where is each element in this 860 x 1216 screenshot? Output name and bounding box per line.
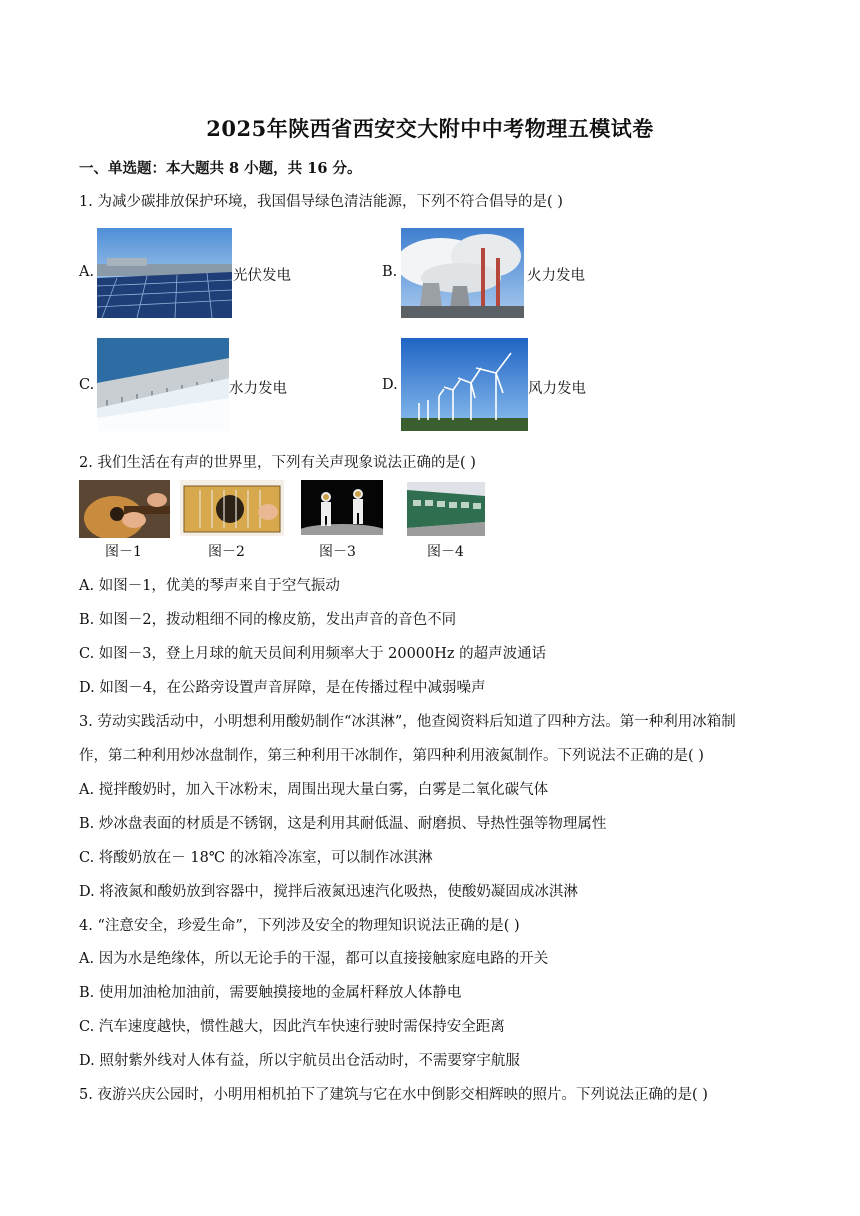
q4-option-c[interactable]: C. 汽车速度越快，惯性越大，因此汽车快速行驶时需保持安全距离: [79, 1019, 505, 1035]
question-5-stem: 5. 夜游兴庆公园时，小明用相机拍下了建筑与它在水中倒影交相辉映的照片。下列说法正确的是( ): [79, 1087, 708, 1103]
figure-1-caption: 图－1: [105, 544, 142, 560]
q2-option-c[interactable]: C. 如图－3，登上月球的航天员间利用频率大于 20000Hz 的超声波通话: [79, 646, 547, 662]
q1-option-a-label: 光伏发电: [233, 268, 291, 284]
q2-option-b[interactable]: B. 如图－2，拨动粗细不同的橡皮筋，发出声音的音色不同: [79, 612, 457, 628]
question-3-stem-line1: 3. 劳动实践活动中，小明想利用酸奶制作“冰淇淋”，他查阅资料后知道了四种方法。第一种利用冰箱制: [79, 714, 736, 730]
q1-option-d-letter[interactable]: D.: [382, 377, 398, 393]
q1-option-c-letter[interactable]: C.: [79, 377, 95, 393]
q3-option-c[interactable]: C. 将酸奶放在－ 18℃ 的冰箱冷冻室，可以制作冰淇淋: [79, 850, 433, 866]
q1-option-b-letter[interactable]: B.: [382, 264, 398, 280]
q3-option-a[interactable]: A. 搅拌酸奶时，加入干冰粉末，周围出现大量白雾，白雾是二氧化碳气体: [79, 782, 549, 798]
q4-option-a[interactable]: A. 因为水是绝缘体，所以无论手的干湿，都可以直接接触家庭电路的开关: [79, 951, 549, 967]
figure-3-caption: 图－3: [319, 544, 356, 560]
q2-option-a[interactable]: A. 如图－1，优美的琴声来自于空气振动: [79, 578, 340, 594]
solar-panel-image: [97, 228, 232, 318]
question-2-stem: 2. 我们生活在有声的世界里，下列有关声现象说法正确的是( ): [79, 455, 476, 471]
q1-option-b-label: 火力发电: [527, 268, 585, 284]
q4-option-b[interactable]: B. 使用加油枪加油前，需要触摸接地的金属杆释放人体静电: [79, 985, 462, 1001]
figure-2-caption: 图－2: [208, 544, 245, 560]
q3-option-d[interactable]: D. 将液氮和酸奶放到容器中，搅拌后液氮迅速汽化吸热，使酸奶凝固成冰淇淋: [79, 884, 578, 900]
question-3-stem-line2: 作，第二种利用炒冰盘制作，第三种利用干冰制作，第四种利用液氮制作。下列说法不正确的是( ): [79, 748, 704, 764]
q1-option-a-letter[interactable]: A.: [79, 264, 95, 280]
question-4-stem: 4. “注意安全，珍爱生命”，下列涉及安全的物理知识说法正确的是( ): [79, 918, 520, 934]
figure-4-caption: 图－4: [427, 544, 464, 560]
sound-barrier-train-image: [407, 482, 485, 536]
q1-option-d-label: 风力发电: [528, 381, 586, 397]
thermal-power-plant-image: [401, 228, 524, 318]
astronauts-moon-image: [301, 480, 383, 535]
q4-option-d[interactable]: D. 照射紫外线对人体有益，所以宇航员出仓活动时，不需要穿宇航服: [79, 1053, 520, 1069]
rubber-band-box-image: [180, 480, 284, 536]
section-heading: 一、单选题：本大题共 8 小题，共 16 分。: [79, 160, 362, 177]
guitar-figure-image: [79, 480, 170, 538]
wind-turbine-image: [401, 338, 528, 431]
q3-option-b[interactable]: B. 炒冰盘表面的材质是不锈钢，这是利用其耐低温、耐磨损、导热性强等物理属性: [79, 816, 607, 832]
q2-option-d[interactable]: D. 如图－4，在公路旁设置声音屏障，是在传播过程中减弱噪声: [79, 680, 486, 696]
question-1-stem: 1. 为减少碳排放保护环境，我国倡导绿色清洁能源，下列不符合倡导的是( ): [79, 194, 563, 210]
q1-option-c-label: 水力发电: [229, 381, 287, 397]
page-title: 2025年陕西省西安交大附中中考物理五模试卷: [206, 116, 654, 141]
hydro-dam-image: [97, 338, 229, 431]
